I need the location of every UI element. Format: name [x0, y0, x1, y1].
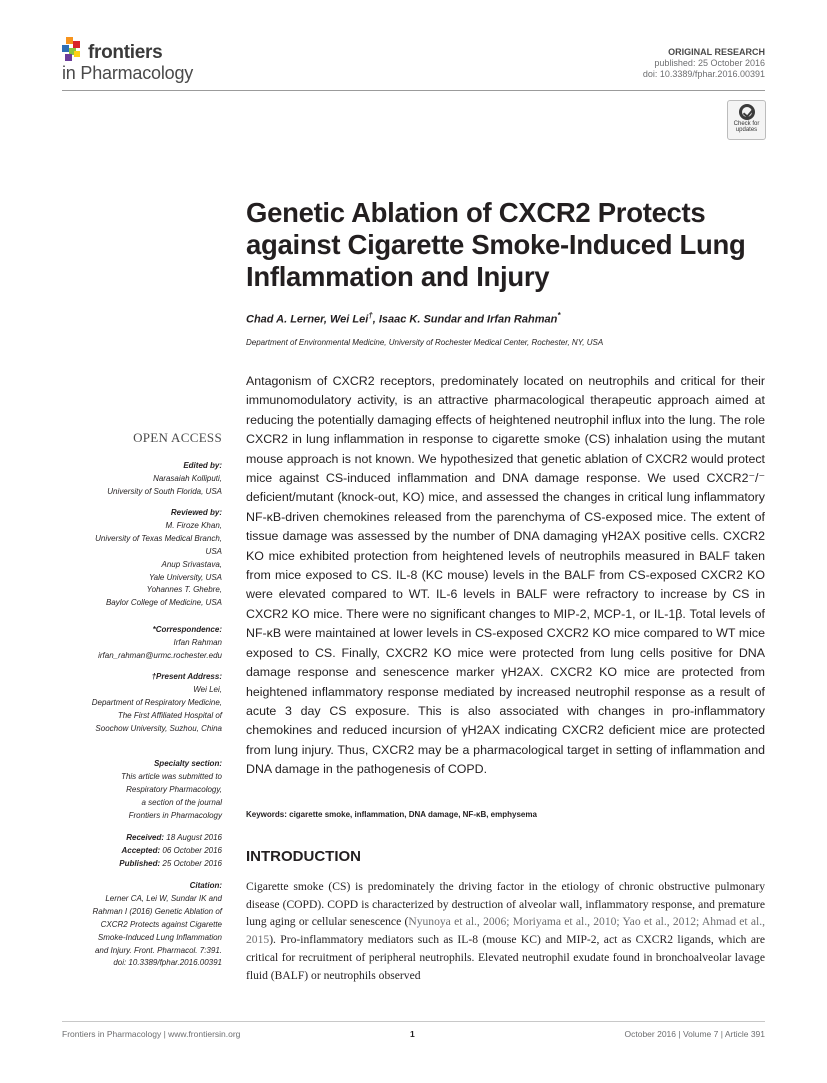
- editor-affiliation: University of South Florida, USA: [107, 486, 222, 496]
- introduction-paragraph: [246, 878, 765, 984]
- check-for-updates-button[interactable]: [727, 100, 766, 140]
- sidebar-dates: [62, 832, 222, 871]
- citation-line: and Injury. Front. Pharmacol. 7:391.: [94, 945, 222, 955]
- author-link[interactable]: Wei Lei: [329, 313, 369, 326]
- specialty-line: Frontiers in Pharmacology: [128, 810, 222, 820]
- specialty-line: Respiratory Pharmacology,: [126, 784, 222, 794]
- sidebar-specialty: [62, 758, 222, 823]
- author-link[interactable]: Chad A. Lerner,: [246, 313, 330, 326]
- affiliation: Department of Environmental Medicine, University of Rochester Medical Center, Rochester, NY, USA: [246, 338, 604, 347]
- received-date: 18 August 2016: [164, 833, 222, 842]
- section-heading-introduction: INTRODUCTION: [246, 848, 361, 865]
- abstract: Antagonism of CXCR2 receptors, predominately located on neutrophils and critical for their immunomodulatory activity, is an attractive pharmacological therapeutic approach aimed at reducing the potentially damaging effects of heightened neutrophil influx into the lung. The role CXCR2 in lung inflammation in response to cigarette smoke (CS) inhalation using the mutant mouse approach is not known. We hypothesized that genetic ablation of CXCR2 would protect mice against CS-induced inflammation and DNA damage response. We used CXCR2⁻/⁻ deficient/mutant (knock-out, KO) mice, and assessed the changes in critical lung inflammatory NF-κB-driven chemokines released from the parenchyma of CS-exposed mice. The extent of tissue damage was assessed by the number of DNA damaging γH2AX positive cells. CXCR2 KO mice exhibited protection from heightened levels of neutrophils measured in BALF taken from mice exposed to CS. IL-8 (KC mouse) levels in the BALF from CS-exposed CXCR2 KO were elevated compared to WT. IL-6 levels in BALF were refractory to increase by CS in CXCR2 KO mice. There were no significant changes to MIP-2, MCP-1, or IL-1β. Total levels of NF-κB were maintained at lower levels in CS-exposed CXCR2 KO mice compared to WT mice exposed to CS. Finally, CXCR2 KO mice were protected from lung cells positive for DNA damage response and senescence marker γH2AX. CXCR2 KO mice are protected from heightened inflammatory response mediated by increased neutrophil response as a result of acute 3 day CS exposure. This is also associated with changes in pro-inflammatory chemokines and reduced incursion of γH2AX indicating CXCR2 deficient mice are protected from lung injury. Thus, CXCR2 may be a pharmacological target in setting of inflammation and DNA damage in the pathogenesis of COPD.: [246, 374, 765, 777]
- citation-line: Lerner CA, Lei W, Sundar IK and: [105, 893, 222, 903]
- reviewer-affiliation: USA: [205, 546, 222, 556]
- received-label: Received:: [126, 833, 165, 842]
- doi-link[interactable]: doi: 10.3389/fphar.2016.00391: [642, 69, 765, 79]
- open-access-label: OPEN ACCESS: [133, 430, 222, 445]
- published-date-sidebar: 25 October 2016: [160, 858, 222, 868]
- page-number: 1: [410, 1029, 415, 1039]
- sidebar-correspondence: [62, 624, 222, 663]
- article-type: ORIGINAL RESEARCH: [668, 47, 765, 57]
- keywords: [246, 810, 537, 819]
- footer-volume: October 2016 | Volume 7 | Article 391: [624, 1029, 765, 1039]
- author-mark: †: [368, 311, 373, 320]
- author-list: [246, 311, 560, 326]
- checkmark-icon: [739, 104, 755, 120]
- footer-divider: [62, 1021, 765, 1022]
- reviewer-affiliation: Baylor College of Medicine, USA: [105, 598, 222, 608]
- specialty-line: This article was submitted to: [121, 771, 222, 781]
- sidebar-present-address: [62, 671, 222, 736]
- author-link[interactable]: , Isaac K. Sundar and Irfan Rahman: [372, 313, 558, 326]
- accepted-date: 06 October 2016: [160, 845, 222, 855]
- sidebar-reviewers: [62, 507, 222, 610]
- header-divider: [62, 90, 765, 91]
- correspondence-name: Irfan Rahman: [173, 637, 222, 647]
- sidebar-citation: [62, 880, 222, 970]
- present-address-name: Wei Lei,: [193, 684, 222, 694]
- author-mark: *: [557, 311, 561, 320]
- correspondence-email[interactable]: irfan_rahman@urmc.rochester.edu: [98, 650, 222, 660]
- editor-name[interactable]: Narasaiah Kolliputi,: [153, 473, 222, 483]
- citation-line: Smoke-Induced Lung Inflammation: [97, 932, 222, 942]
- citation-doi[interactable]: doi: 10.3389/fphar.2016.00391: [113, 958, 222, 968]
- citation-line: Rahman I (2016) Genetic Ablation of: [92, 906, 222, 916]
- reviewer-name[interactable]: Yohannes T. Ghebre,: [146, 585, 222, 595]
- reviewer-name[interactable]: M. Firoze Khan,: [165, 520, 222, 530]
- article-title: Genetic Ablation of CXCR2 Protects against Cigarette Smoke-Induced Lung Inflammation and Injury: [246, 197, 746, 292]
- present-address-line: The First Affiliated Hospital of: [117, 710, 222, 720]
- citation-link[interactable]: Nyunoya et al., 2006; Moriyama et al., 2010; Yao et al., 2012; Ahmad et al., 2015: [246, 915, 765, 947]
- present-address-line: Soochow University, Suzhou, China: [95, 723, 222, 733]
- correspondence-label: *Correspondence:: [152, 625, 222, 634]
- published-label: Published:: [119, 858, 161, 868]
- check-updates-label: Check for updates: [733, 121, 760, 133]
- published-date: published: 25 October 2016: [654, 58, 765, 68]
- intro-text: Cigarette smoke (CS) is predominately the driving factor in the etiology of chronic obstructive pulmonary disease (COPD). COPD is characterized by destruction of alveolar wall, inflammatory response, and premature lung aging or cellular senescence (: [246, 880, 765, 929]
- reviewer-affiliation: University of Texas Medical Branch,: [95, 533, 222, 543]
- sidebar-editor: [62, 460, 222, 499]
- reviewer-name[interactable]: Anup Srivastava,: [161, 559, 222, 569]
- intro-text: ). Pro-inflammatory mediators such as IL-8 (mouse KC) and MIP-2, act as CXCR2 ligands, which are critical for recruitment of peripheral neutrophils. Elevated neutrophil exudate found in bronchoalveolar lavage fluid (BALF) or neutrophils observed: [246, 933, 765, 982]
- specialty-line: a section of the journal: [141, 797, 222, 807]
- footer-journal[interactable]: Frontiers in Pharmacology | www.frontiersin.org: [62, 1029, 241, 1039]
- specialty-label: Specialty section:: [153, 759, 222, 768]
- logo-text-journal: in Pharmacology: [62, 63, 194, 83]
- present-address-label: †Present Address:: [151, 672, 222, 681]
- citation-label: Citation:: [189, 881, 222, 890]
- citation-line: CXCR2 Protects against Cigarette: [100, 919, 222, 929]
- keywords-list: cigarette smoke, inflammation, DNA damage, NF-κB, emphysema: [289, 810, 537, 819]
- edited-by-label: Edited by:: [183, 461, 222, 470]
- reviewed-by-label: Reviewed by:: [170, 508, 222, 517]
- logo-text-frontiers: frontiers: [88, 42, 163, 63]
- present-address-line: Department of Respiratory Medicine,: [91, 697, 222, 707]
- reviewer-affiliation: Yale University, USA: [148, 572, 222, 582]
- keywords-label: Keywords:: [246, 810, 290, 819]
- article-meta: [643, 47, 765, 80]
- accepted-label: Accepted:: [121, 845, 161, 855]
